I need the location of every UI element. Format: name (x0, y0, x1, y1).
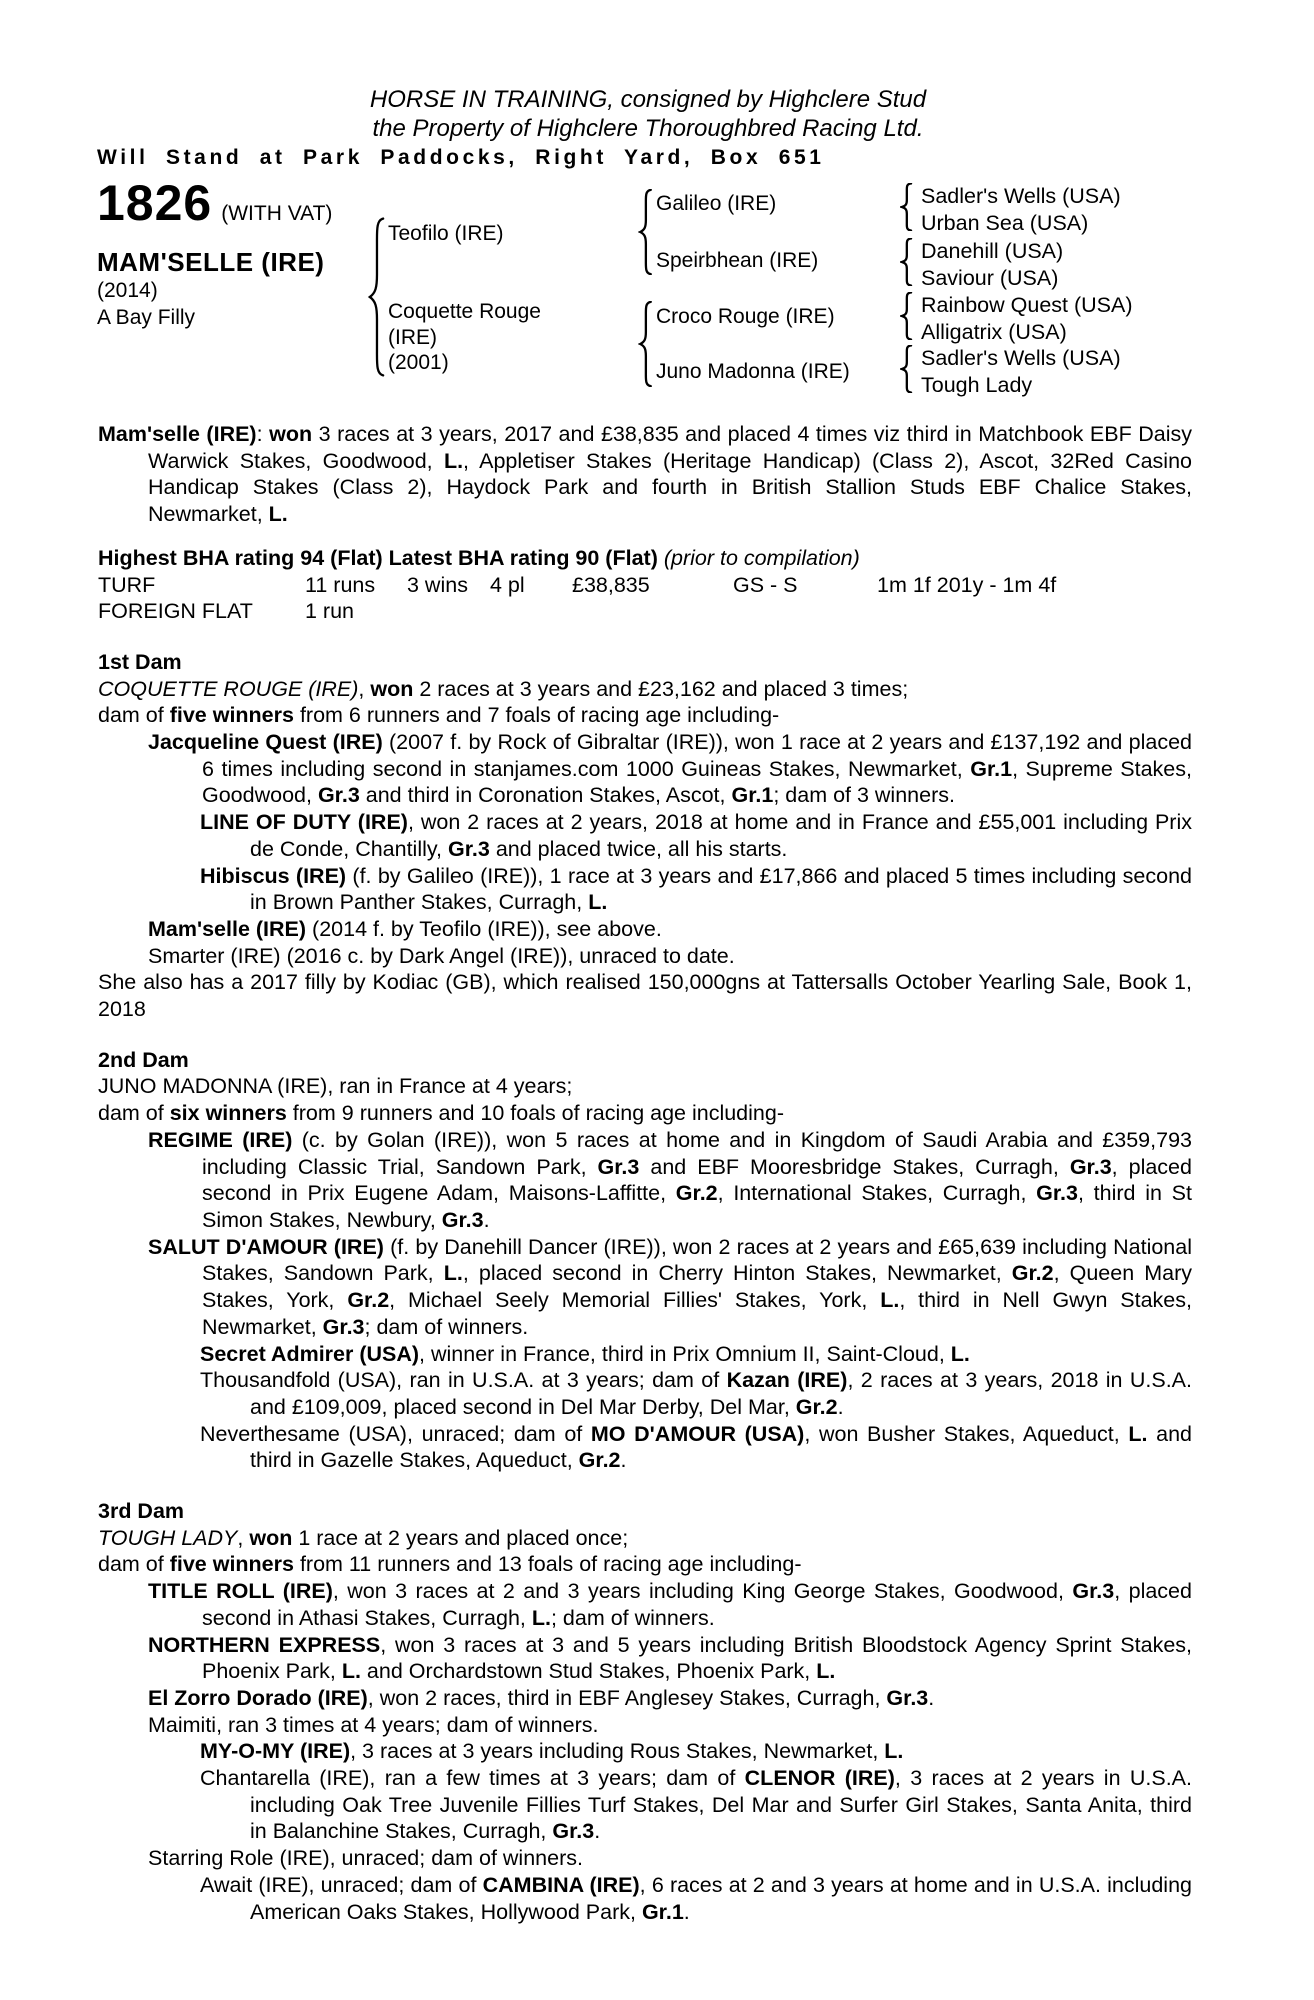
pedigree-brace (900, 238, 913, 286)
race-record-cell: £38,835 (572, 572, 650, 597)
dam-entry: MY-O-MY (IRE), 3 races at 3 years including Rous Stakes, Newmarket, L. (200, 1739, 904, 1764)
dam-entry: Jacqueline Quest (IRE) (2007 f. by Rock of Gibraltar (IRE)), won 1 race at 2 years and £137,192 and placed 6 times including second in stanjames.com 1000 Guineas Stakes, Newmarket, Gr.1, Supreme Stakes, Goodwood, Gr.3 and third in Coronation Stakes, Ascot, Gr.1; dam of 3 winners. (148, 730, 1192, 808)
pedigree-brace (367, 217, 386, 377)
grandsire-name: Galileo (IRE) (656, 192, 777, 215)
dam-entry: Mam'selle (IRE) (2014 f. by Teofilo (IRE)), see above. (148, 916, 662, 941)
race-record-cell: 4 pl (490, 572, 525, 597)
pedigree-text (98, 421, 1192, 1925)
race-record-cell: 11 runs (305, 572, 376, 597)
pedigree-brace (900, 345, 913, 393)
race-record-cell: 1 run (305, 599, 355, 624)
lot-line (97, 175, 333, 231)
dam-section-heading: 1st Dam (98, 649, 182, 674)
dam-sections (98, 649, 1192, 1925)
great-grandparent-name: Danehill (USA) (921, 239, 1064, 263)
stand-location-line: Will Stand at Park Paddocks, Right Yard, Box 651 (97, 146, 825, 169)
dam-entry: Maimiti, ran 3 times at 4 years; dam of winners. (148, 1712, 599, 1737)
dam-entry: Chantarella (IRE), ran a few times at 3 years; dam of CLENOR (IRE), 3 races at 2 years in U.S.A. including Oak Tree Juvenile Fillies Turf Stakes, Del Mar and Surfer Girl Stakes, Santa Anita, third in Balanchine Stakes, Curragh, Gr.3. (200, 1766, 1192, 1844)
race-record-cell (407, 598, 490, 625)
pedigree-brace (900, 292, 913, 340)
dam-section-heading: 2nd Dam (98, 1047, 189, 1072)
great-grandparent-name: Saviour (USA) (921, 266, 1059, 290)
race-record-cell (490, 598, 572, 625)
granddam-name: Speirbhean (IRE) (656, 249, 819, 272)
race-record-cell: 1m 1f 201y - 1m 4f (877, 572, 1057, 597)
grandsire-name: Croco Rouge (IRE) (656, 305, 835, 328)
dam-entry: TITLE ROLL (IRE), won 3 races at 2 and 3 years including King George Stakes, Goodwood, Gr.3, placed second in Athasi Stakes, Curragh, L.; dam of winners. (148, 1579, 1192, 1630)
dam-entry: dam of five winners from 11 runners and 13 foals of racing age including- (98, 1552, 802, 1577)
dam-entry: LINE OF DUTY (IRE), won 2 races at 2 years, 2018 at home and in France and £55,001 including Prix de Conde, Chantilly, Gr.3 and placed twice, all his starts. (200, 810, 1192, 861)
race-record-cell: FOREIGN FLAT (98, 599, 253, 624)
sale-header (0, 86, 1296, 143)
consignor-line: HORSE IN TRAINING, consigned by Highclere Stud (369, 86, 927, 113)
race-record-cell (877, 598, 1192, 625)
race-record-cell: 3 wins (407, 572, 468, 597)
great-grandparent-name: Tough Lady (921, 373, 1033, 397)
dam-entry: Await (IRE), unraced; dam of CAMBINA (IRE), 6 races at 2 and 3 years at home and in U.S.A. including American Oaks Stakes, Hollywood Park, Gr.1. (200, 1872, 1192, 1924)
dam-name-line: (IRE) (388, 325, 437, 349)
lot-number: 1826 (97, 175, 213, 231)
race-record-cell: GS - S (733, 572, 798, 597)
dam-name-line: (2001) (388, 351, 449, 374)
granddam-name: Juno Madonna (IRE) (656, 360, 850, 383)
bha-rating-line: Highest BHA rating 94 (Flat) Latest BHA rating 90 (Flat) (prior to compilation) (98, 545, 860, 570)
dam-entry: REGIME (IRE) (c. by Golan (IRE)), won 5 races at home and in Kingdom of Saudi Arabia and £359,793 including Classic Trial, Sandown Park, Gr.3 and EBF Mooresbridge Stakes, Curragh, Gr.3, placed second in Prix Eugene Adam, Maisons-Laffitte, Gr.2, International Stakes, Curragh, Gr.3, third in St Simon Stakes, Newbury, Gr.3. (148, 1127, 1192, 1232)
dam-entry: Hibiscus (IRE) (f. by Galileo (IRE)), 1 race at 3 years and £17,866 and placed 5 times including second in Brown Panther Stakes, Curragh, L. (200, 863, 1192, 915)
horse-identity-block (97, 247, 324, 331)
dam-entry: JUNO MADONNA (IRE), ran in France at 4 years; (98, 1074, 573, 1099)
foal-year: (2014) (97, 279, 158, 302)
dam-entry: SALUT D'AMOUR (IRE) (f. by Danehill Dancer (IRE)), won 2 races at 2 years and £65,639 including National Stakes, Sandown Park, L., placed second in Cherry Hinton Stakes, Newmarket, Gr.2, Queen Mary Stakes, York, Gr.2, Michael Seely Memorial Fillies' Stakes, York, L., third in Nell Gwyn Stakes, Newmarket, Gr.3; dam of winners. (148, 1234, 1192, 1339)
dam-name (388, 299, 541, 376)
dam-entry: Starring Role (IRE), unraced; dam of winners. (148, 1846, 583, 1871)
dam-entry: dam of six winners from 9 runners and 10 foals of racing age including- (98, 1101, 784, 1126)
dam-section-heading: 3rd Dam (98, 1499, 185, 1524)
race-record-block (98, 545, 1192, 625)
horse-name: MAM'SELLE (IRE) (97, 247, 325, 277)
vat-note: (WITH VAT) (221, 202, 333, 225)
race-record-rows (98, 572, 1192, 625)
race-summary-paragraph: Mam'selle (IRE): won 3 races at 3 years, 2017 and £38,835 and placed 4 times viz third in Matchbook EBF Daisy Warwick Stakes, Goodwood, L., Appletiser Stakes (Heritage Handicap) (Class 2), Ascot, 32Red Casino Handicap Stakes (Class 2), Haydock Park and fourth in British Stallion Studs EBF Chalice Stakes, Newmarket, L. (98, 422, 1192, 527)
great-grandparent-name: Rainbow Quest (USA) (921, 293, 1133, 317)
race-record-cell (733, 598, 877, 625)
dam-entry: Thousandfold (USA), ran in U.S.A. at 3 years; dam of Kazan (IRE), 2 races at 3 years, 2018 in U.S.A. and £109,009, placed second in Del Mar Derby, Del Mar, Gr.2. (200, 1368, 1192, 1419)
great-grandparent-name: Alligatrix (USA) (921, 320, 1067, 344)
race-record-cell (572, 598, 733, 625)
dam-entry: dam of five winners from 6 runners and 7 foals of racing age including- (98, 703, 780, 728)
owner-line: the Property of Highclere Thoroughbred Racing Ltd. (372, 114, 924, 142)
pedigree-brace (638, 189, 653, 275)
dam-entry: Secret Admirer (USA), winner in France, third in Prix Omnium II, Saint-Cloud, L. (200, 1341, 970, 1366)
dam-entry: NORTHERN EXPRESS, won 3 races at 3 and 5 years including British Bloodstock Agency Sprint Stakes, Phoenix Park, L. and Orchardstown Stud Stakes, Phoenix Park, L. (148, 1632, 1192, 1684)
dam-entry: COQUETTE ROUGE (IRE), won 2 races at 3 years and £23,162 and placed 3 times; (98, 676, 909, 701)
race-record-row (98, 572, 1192, 599)
race-record-cell: TURF (98, 572, 156, 597)
pedigree-brace (638, 301, 653, 387)
dam-entry: She also has a 2017 filly by Kodiac (GB), which realised 150,000gns at Tattersalls October Yearling Sale, Book 1, 2018 (98, 970, 1192, 1022)
race-record-row (98, 598, 1192, 625)
dam-entry: Neverthesame (USA), unraced; dam of MO D'AMOUR (USA), won Busher Stakes, Aqueduct, L. and third in Gazelle Stakes, Aqueduct, Gr.2. (200, 1421, 1193, 1473)
great-grandparent-name: Sadler's Wells (USA) (921, 184, 1121, 208)
color-sex-description: A Bay Filly (97, 306, 196, 329)
great-grandparent-name: Sadler's Wells (USA) (921, 346, 1121, 370)
dam-name-line: Coquette Rouge (388, 300, 541, 323)
pedigree-brace (900, 183, 913, 231)
sire-name: Teofilo (IRE) (388, 222, 504, 245)
great-grandparent-name: Urban Sea (USA) (921, 211, 1089, 235)
dam-entry: El Zorro Dorado (IRE), won 2 races, third in EBF Anglesey Stakes, Curragh, Gr.3. (148, 1685, 935, 1710)
dam-entry: Smarter (IRE) (2016 c. by Dark Angel (IRE)), unraced to date. (148, 943, 735, 968)
dam-entry: TOUGH LADY, won 1 race at 2 years and placed once; (98, 1525, 629, 1550)
